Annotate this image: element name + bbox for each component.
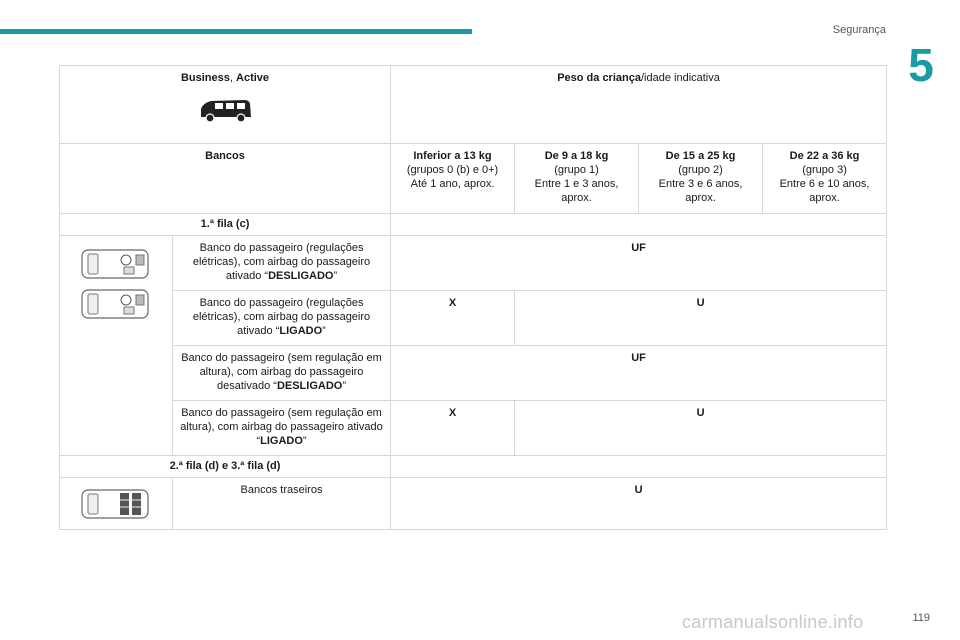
child-seat-table [59, 65, 887, 530]
seat-row-value-1a [391, 291, 515, 346]
group-cell-1 [515, 144, 639, 214]
group-weight: De 15 a 25 kg [665, 150, 736, 162]
row2-label: 2.ª fila (d) e 3.ª fila (d) [169, 460, 281, 472]
header-accent-bar [0, 29, 472, 34]
group-age: Até 1 ano, aprox. [410, 178, 495, 190]
row1-empty-cell [391, 214, 887, 236]
row-value: UF [631, 242, 646, 254]
version-label-business: Business [180, 72, 230, 84]
version-label-active: Active [236, 72, 270, 84]
row-desc-quote: ” [333, 270, 338, 282]
row-desc-quote: ” [342, 380, 347, 392]
airbag-state: LIGADO [279, 325, 323, 337]
group-name: (grupo 3) [802, 164, 847, 176]
van-top-view-airbag-off-icon [80, 246, 152, 282]
group-age: Entre 1 e 3 anos, aprox. [534, 178, 619, 204]
chapter-number: 5 [908, 39, 934, 91]
airbag-state: DESLIGADO [276, 380, 343, 392]
van-rear-seats-icon [80, 486, 152, 522]
seat-row-value-2 [391, 346, 887, 401]
group-cell-0 [391, 144, 515, 214]
group-age: Entre 6 e 10 anos, aprox. [779, 178, 870, 204]
group-name: (grupo 1) [554, 164, 599, 176]
weight-header-cell [391, 66, 887, 144]
version-header-cell [60, 66, 391, 144]
group-cell-2 [639, 144, 763, 214]
row-value: U [696, 297, 705, 309]
group-weight: De 22 a 36 kg [789, 150, 860, 162]
row2-label-cell [60, 456, 391, 478]
row-value: U [634, 484, 643, 496]
row-desc-text: Banco do passageiro (sem regulação em altura), com airbag do passageiro ativado “ [180, 407, 383, 447]
rear-seats-value [391, 478, 887, 530]
row-value: X [448, 407, 457, 419]
row-value: U [696, 407, 705, 419]
seat-row-desc-3 [173, 401, 391, 456]
page-number: 119 [912, 612, 930, 624]
seat-row-desc-2 [173, 346, 391, 401]
van-top-view-airbag-on-icon [80, 286, 152, 322]
airbag-state: DESLIGADO [268, 270, 334, 282]
section-title: Segurança [832, 24, 886, 36]
group-weight: De 9 a 18 kg [544, 150, 609, 162]
seat-row-desc-0 [173, 236, 391, 291]
van-icon [195, 95, 255, 125]
seats-label: Bancos [205, 150, 245, 162]
group-age: Entre 3 e 6 anos, aprox. [658, 178, 743, 204]
group-name: (grupo 2) [678, 164, 723, 176]
airbag-state: LIGADO [260, 435, 303, 447]
rear-seats-icon-cell [60, 478, 173, 530]
version-separator: , [229, 72, 237, 84]
row-desc-text: Banco do passageiro (regulações elétricas), com airbag do passageiro ativado “ [192, 297, 371, 337]
seat-row-value-3b [515, 401, 887, 456]
seat-row-value-1b [515, 291, 887, 346]
seat-row-desc-1 [173, 291, 391, 346]
weight-header-rest: /idade indicativa [640, 72, 720, 84]
row-desc-quote: ” [302, 435, 307, 447]
seats-header-cell [60, 144, 391, 214]
row2-empty-cell [391, 456, 887, 478]
seat-row-value-3a [391, 401, 515, 456]
row1-label: 1.ª fila (c) [200, 218, 250, 230]
rear-seats-label: Bancos traseiros [240, 484, 323, 496]
front-seat-icons-cell [60, 236, 173, 456]
group-name: (grupos 0 (b) e 0+) [406, 164, 499, 176]
rear-seats-desc [173, 478, 391, 530]
row-desc-quote: ” [322, 325, 326, 337]
row-value: UF [631, 352, 646, 364]
group-weight: Inferior a 13 kg [413, 150, 492, 162]
row-value: X [448, 297, 457, 309]
weight-header-bold: Peso da criança [557, 72, 641, 84]
seat-row-value-0 [391, 236, 887, 291]
row-desc-text: Banco do passageiro (sem regulação em altura), com airbag do passageiro desativado “ [181, 352, 382, 392]
group-cell-3 [763, 144, 887, 214]
row-desc-text: Banco do passageiro (regulações elétricas), com airbag do passageiro ativado “ [192, 242, 371, 282]
row1-label-cell [60, 214, 391, 236]
watermark: carmanualsonline.info [682, 612, 864, 632]
